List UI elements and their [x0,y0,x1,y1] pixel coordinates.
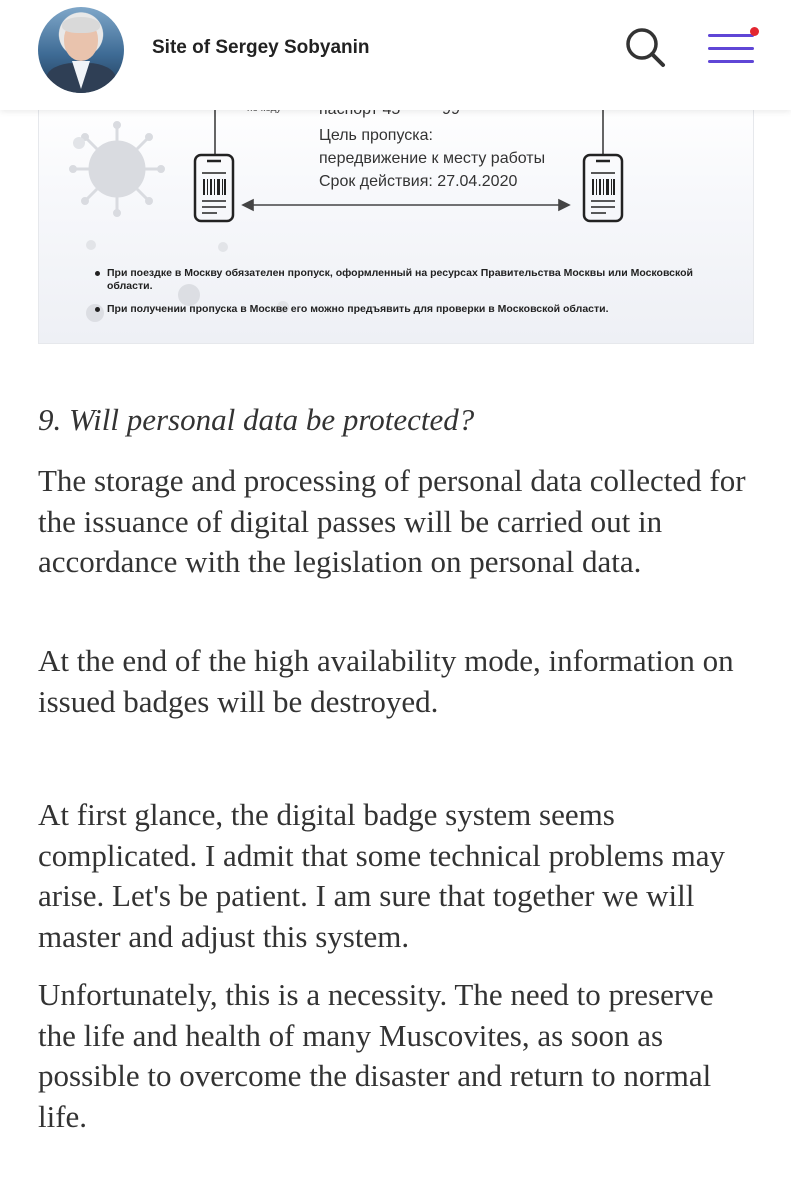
pass-purpose-label: Цель пропуска: [319,127,433,144]
avatar[interactable] [38,7,124,93]
pass-purpose-value: передвижение к месту работы [319,150,546,167]
pass-infographic [38,96,754,344]
article-paragraph: The storage and processing of personal data collected for the issuance of digital passes will be carried out in accordance with the legislation on personal data. [38,463,746,579]
menu-button[interactable] [706,26,760,70]
search-icon [624,26,668,70]
article-paragraph: At the end of the high availability mode, information on issued badges will be destroyed. [38,643,734,719]
article-paragraph: At first glance, the digital badge system seems complicated. I admit that some technical problems may arise. Let's be patient. I am sure that together we will master and adjust this system. [38,797,725,954]
site-title[interactable]: Site of Sergey Sobyanin [152,37,370,58]
search-button[interactable] [624,26,668,70]
list-item: При поездке в Москву обязателен пропуск, оформленный на ресурсах Правительства Москвы или Московской области. [93,267,733,293]
article-paragraph: Unfortunately, this is a necessity. The need to preserve the life and health of many Muscovites, as soon as possible to overcome the disaster and return to normal life. [38,977,714,1134]
double-arrow-icon [243,200,569,210]
list-item: При получении пропуска в Москве его можно предъявить для проверки в Московской области. [93,303,733,316]
virus-icon [70,122,165,217]
question-heading: 9. Will personal data be protected? [38,402,475,437]
notification-dot [750,27,759,36]
infographic-bullet-list [93,267,733,326]
site-header [0,0,791,110]
pass-validity: Срок действия: 27.04.2020 [319,173,518,190]
